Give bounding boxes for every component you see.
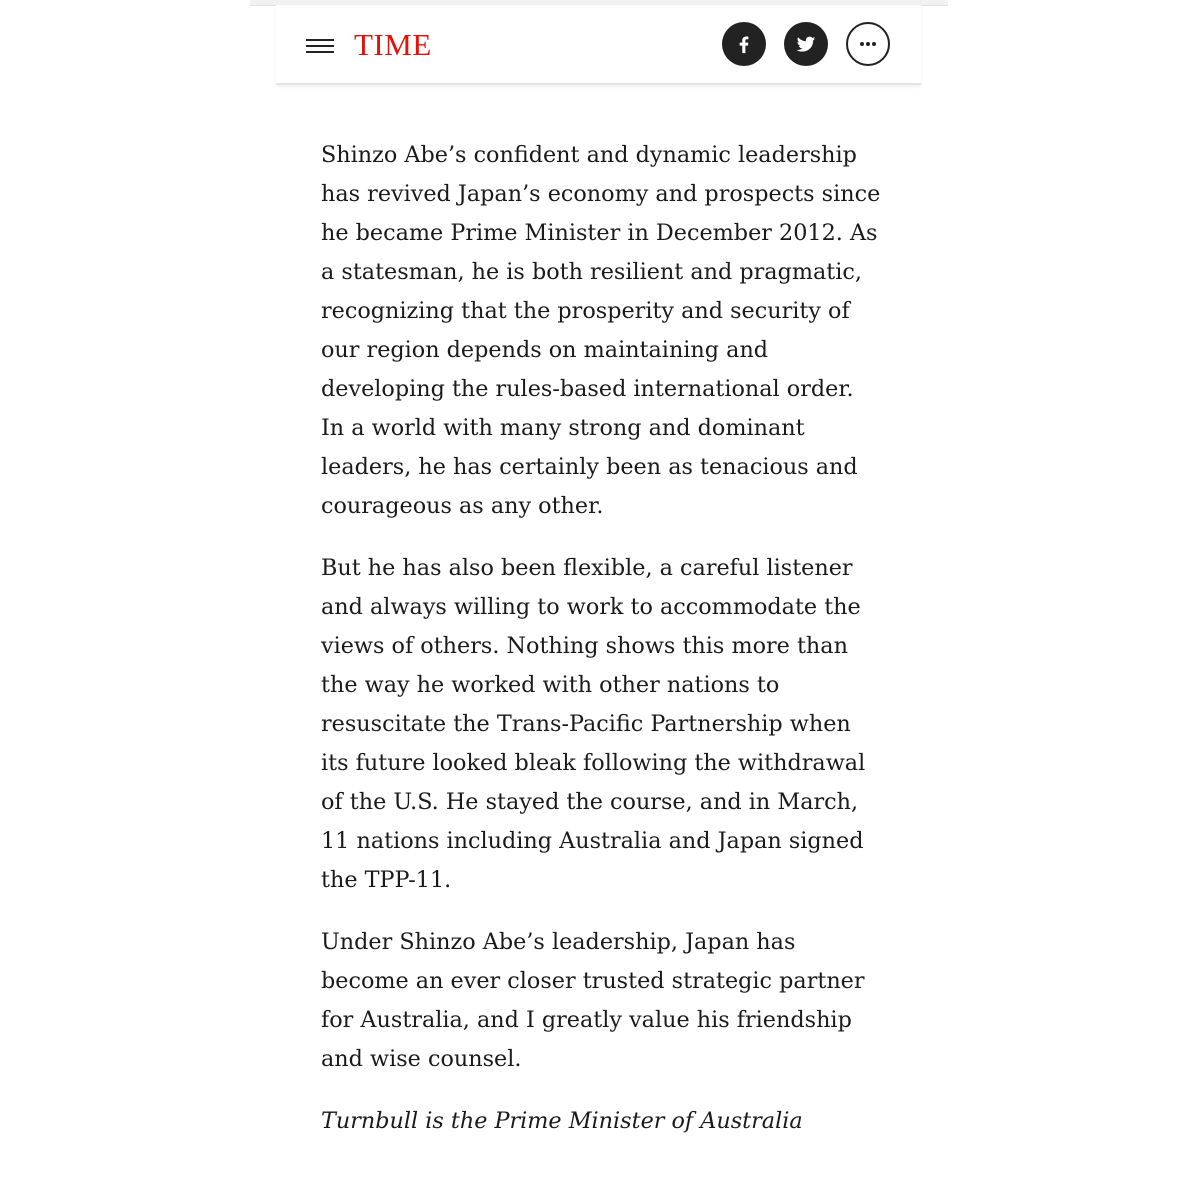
more-options-button[interactable] [846, 22, 890, 66]
author-credit: Turnbull is the Prime Minister of Australia [321, 1108, 803, 1134]
site-header [276, 5, 921, 85]
twitter-icon [795, 33, 817, 55]
hamburger-menu-icon[interactable] [306, 39, 334, 53]
article-body [321, 136, 881, 1164]
twitter-share-button[interactable] [784, 22, 828, 66]
facebook-icon [733, 33, 755, 55]
article-paragraph: Shinzo Abe’s confident and dynamic leadership has revived Japan’s economy and prospects since he became Prime Minister in December 2012. As a statesman, he is both resilient and pragmatic, recognizing that the prosperity and security of our region depends on maintaining and developing the rules-based international order. In a world with many strong and dominant leaders, he has certainly been as tenacious and courageous as any other. [321, 142, 881, 519]
more-options-icon [858, 41, 878, 47]
time-logo[interactable]: TIME [354, 27, 432, 62]
article-paragraph: But he has also been flexible, a careful listener and always willing to work to accommodate the views of others. Nothing shows this more than the way he worked with other nations to resuscitate the Trans-Pacific Partnership when its future looked bleak following the withdrawal of the U.S. He stayed the course, and in March, 11 nations including Australia and Japan signed the TPP-11. [321, 555, 866, 893]
article-paragraph: Under Shinzo Abe’s leadership, Japan has become an ever closer trusted strategic partner for Australia, and I greatly value his friendship and wise counsel. [321, 929, 865, 1072]
facebook-share-button[interactable] [722, 22, 766, 66]
